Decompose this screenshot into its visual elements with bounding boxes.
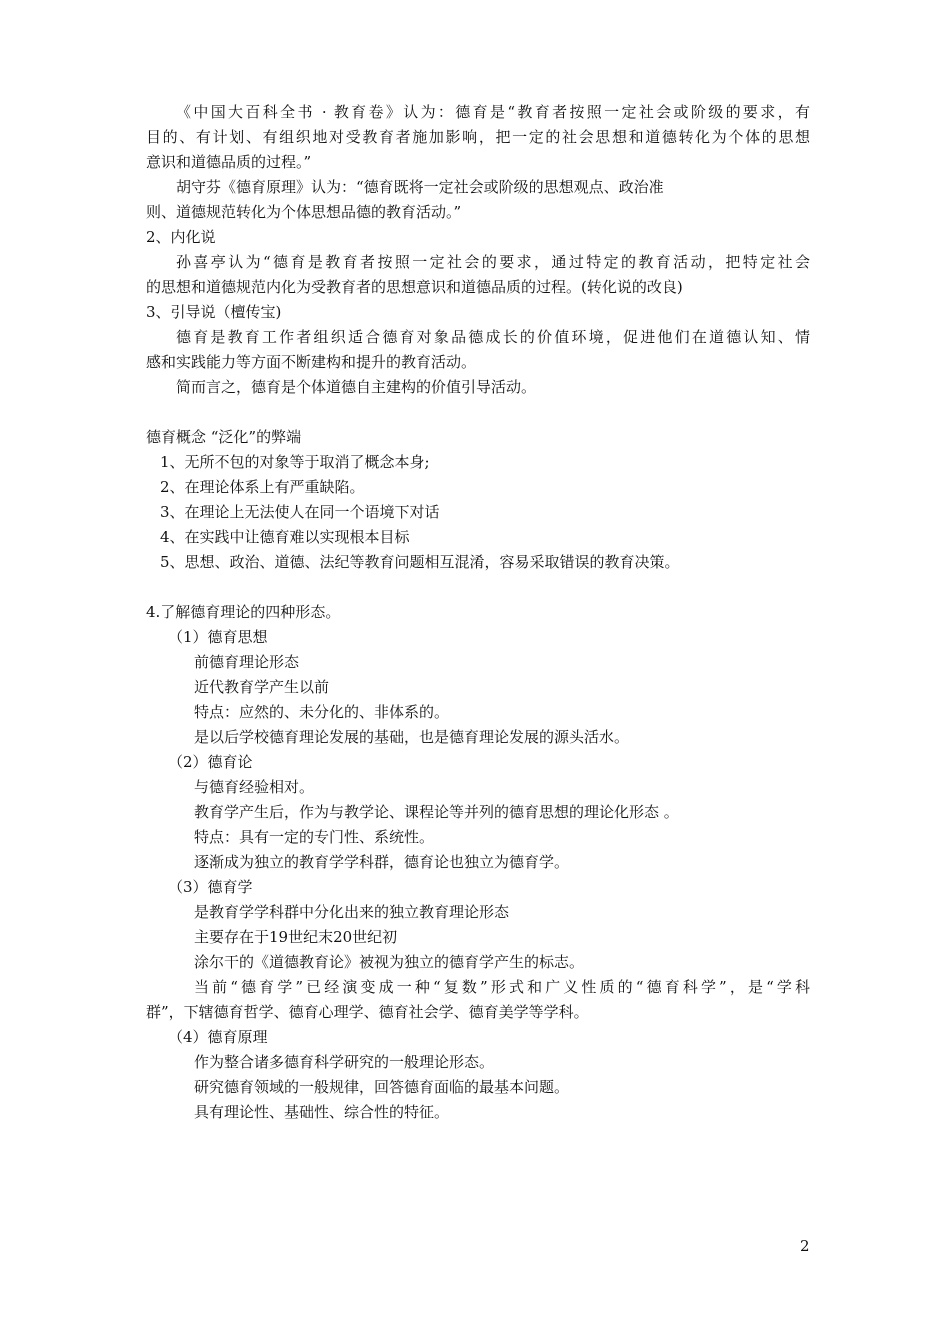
paragraph-line: 作为整合诸多德育科学研究的一般理论形态。 <box>194 1053 495 1071</box>
section-heading: 4.了解德育理论的四种形态。 <box>146 603 341 621</box>
paragraph-line: 的思想和道德规范内化为受教育者的思想意识和道德品质的过程。(转化说的改良) <box>146 278 683 296</box>
blank-line <box>146 400 810 425</box>
paragraph-line: 意识和道德品质的过程。” <box>146 153 312 171</box>
paragraph-line: 则、道德规范转化为个体思想品德的教育活动。” <box>146 203 462 221</box>
list-item: 5、思想、政治、道德、法纪等教育问题相互混淆，容易采取错误的教育决策。 <box>160 553 680 571</box>
list-item: 1、无所不包的对象等于取消了概念本身; <box>160 453 430 471</box>
paragraph-line: 主要存在于19世纪末20世纪初 <box>194 928 398 946</box>
subsection-heading: （1）德育思想 <box>168 628 268 646</box>
paragraph-line: 特点：应然的、未分化的、非体系的。 <box>194 703 450 721</box>
paragraph-line: 简而言之，德育是个体道德自主建构的价值引导活动。 <box>176 378 537 396</box>
document-body <box>146 100 810 1125</box>
paragraph-line: 具有理论性、基础性、综合性的特征。 <box>194 1103 450 1121</box>
paragraph-line: 孙喜亭认为“德育是教育者按照一定社会的要求，通过特定的教育活动，把特定社会 <box>176 253 810 271</box>
section-heading: 2、内化说 <box>146 228 216 246</box>
section-heading: 德育概念 “泛化”的弊端 <box>146 428 302 446</box>
subsection-heading: （2）德育论 <box>168 753 253 771</box>
paragraph-line: 近代教育学产生以前 <box>194 678 330 696</box>
paragraph-line: 前德育理论形态 <box>194 653 300 671</box>
paragraph-line: 《中国大百科全书 · 教育卷》认为：德育是“教育者按照一定社会或阶级的要求，有 <box>176 103 810 121</box>
paragraph-line: 逐渐成为独立的教育学学科群，德育论也独立为德育学。 <box>194 853 570 871</box>
paragraph-line: 是以后学校德育理论发展的基础，也是德育理论发展的源头活水。 <box>194 728 630 746</box>
paragraph-line: 教育学产生后，作为与教学论、课程论等并列的德育思想的理论化形态 。 <box>194 803 679 821</box>
paragraph-line: 研究德育领域的一般规律，回答德育面临的最基本问题。 <box>194 1078 570 1096</box>
paragraph-line: 目的、有计划、有组织地对受教育者施加影响，把一定的社会思想和道德转化为个体的思想 <box>146 128 810 146</box>
paragraph-line: 群”，下辖德育哲学、德育心理学、德育社会学、德育美学等学科。 <box>146 1003 589 1021</box>
paragraph-line: 感和实践能力等方面不断建构和提升的教育活动。 <box>146 353 477 371</box>
section-heading: 3、引导说（檀传宝) <box>146 303 282 321</box>
paragraph-line: 德育是教育工作者组织适合德育对象品德成长的价值环境，促进他们在道德认知、情 <box>176 328 810 346</box>
list-item: 3、在理论上无法使人在同一个语境下对话 <box>160 503 440 521</box>
paragraph-line: 胡守芬《德育原理》认为：“德育既将一定社会或阶级的思想观点、政治准 <box>176 178 664 196</box>
blank-line <box>146 575 810 600</box>
paragraph-line: 是教育学学科群中分化出来的独立教育理论形态 <box>194 903 510 921</box>
page-number: 2 <box>800 1237 810 1255</box>
paragraph-line: 特点：具有一定的专门性、系统性。 <box>194 828 435 846</box>
paragraph-line: 涂尔干的《道德教育论》被视为独立的德育学产生的标志。 <box>194 953 585 971</box>
subsection-heading: （3）德育学 <box>168 878 253 896</box>
list-item: 4、在实践中让德育难以实现根本目标 <box>160 528 410 546</box>
subsection-heading: （4）德育原理 <box>168 1028 268 1046</box>
paragraph-line: 当前“德育学”已经演变成一种“复数”形式和广义性质的“德育科学”，是“学科 <box>194 978 810 996</box>
paragraph-line: 与德育经验相对。 <box>194 778 315 796</box>
list-item: 2、在理论体系上有严重缺陷。 <box>160 478 365 496</box>
